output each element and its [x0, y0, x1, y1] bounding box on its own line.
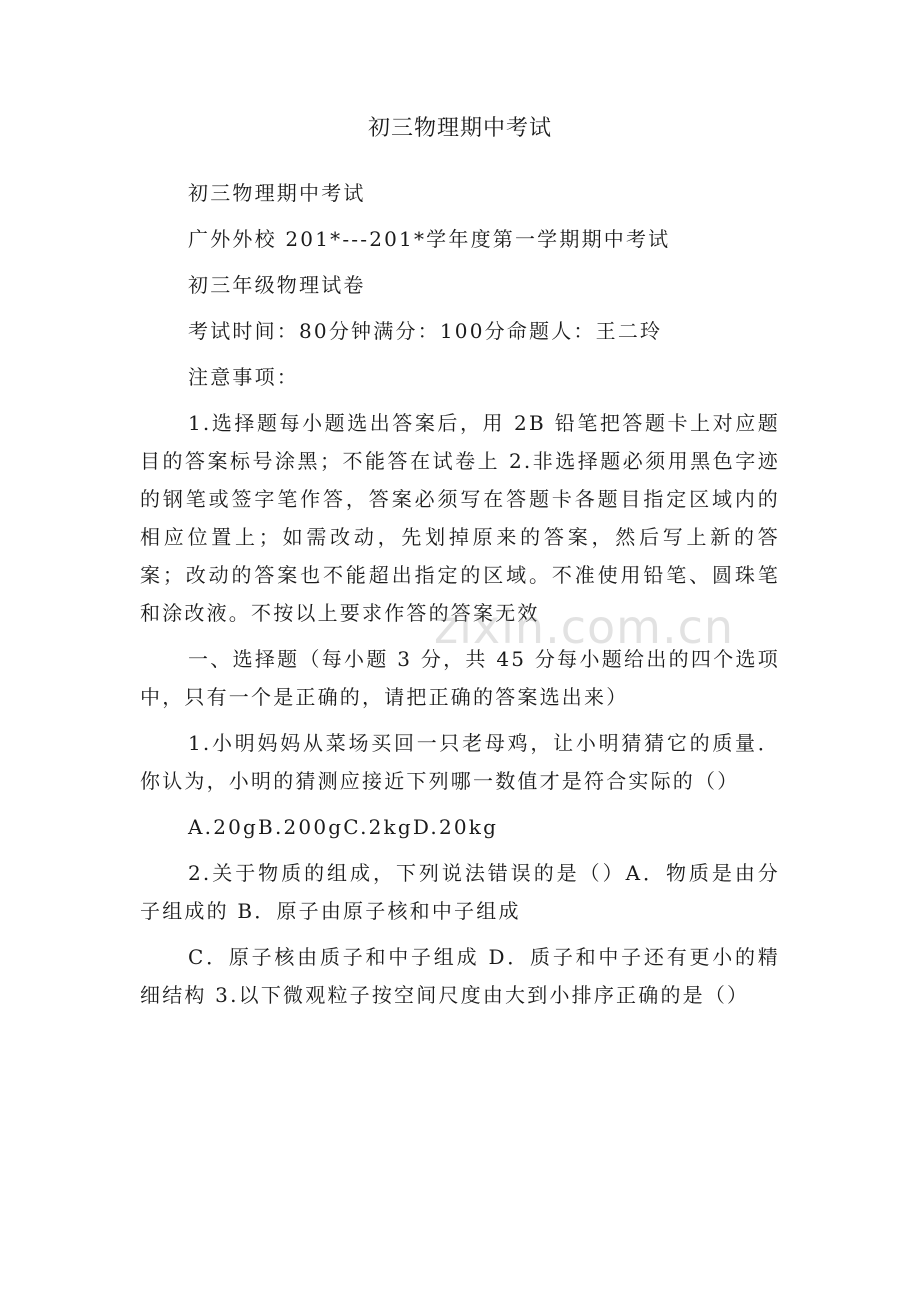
paragraph-section-heading: 一、选择题（每小题 3 分，共 45 分每小题给出的四个选项中，只有一个是正确的，请把正确的答案选出来） [140, 647, 780, 709]
paragraph-subtitle: 初三物理期中考试 [188, 181, 366, 205]
paragraph-notice-body: 1.选择题每小题选出答案后，用 2B 铅笔把答题卡上对应题目的答案标号涂黑；不能答在试卷上 2.非选择题必须用黑色字迹的钢笔或签字笔作答，答案必须写在答题卡各题目指定区域内的相应位置上；如需改动，先划掉原来的答案，然后写上新的答案；改动的答案也不能超出指定的区域。不准使用铅笔、圆珠笔和涂改液。不按以上要求作答的答案无效 [140, 411, 780, 625]
document-title: 初三物理期中考试 [367, 116, 552, 141]
paragraph-question-1-options: A.20gB.200gC.2kgD.20kg [188, 815, 499, 839]
document-body [140, 174, 780, 1022]
paragraph-notice-heading: 注意事项： [188, 365, 299, 389]
paragraph-grade: 初三年级物理试卷 [188, 273, 366, 297]
paragraph-exam-info: 考试时间：80分钟满分：100分命题人：王二玲 [188, 319, 663, 343]
watermark-text: zixin.com.cn [434, 600, 735, 654]
paragraph-school: 广外外校 201*---201*学年度第一学期期中考试 [188, 227, 671, 251]
paragraph-question-2-cont: C．原子核由质子和中子组成 D．质子和中子还有更小的精细结构 3.以下微观粒子按空间尺度由大到小排序正确的是（） [140, 945, 780, 1007]
paragraph-question-2: 2.关于物质的组成，下列说法错误的是（）A．物质是由分子组成的 B．原子由原子核和中子组成 [140, 861, 780, 923]
paragraph-question-1: 1.小明妈妈从菜场买回一只老母鸡，让小明猜猜它的质量．你认为，小明的猜测应接近下列哪一数值才是符合实际的（） [140, 731, 780, 793]
